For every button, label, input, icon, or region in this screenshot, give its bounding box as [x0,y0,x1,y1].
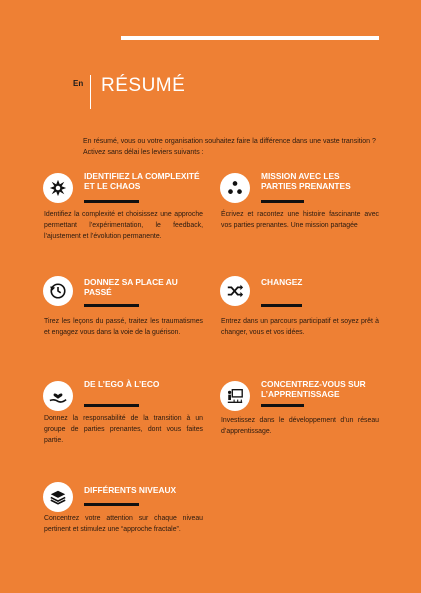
item-description: Donnez la responsabilité de la transition à un groupe de parties prenantes, dont vous faites partie. [44,415,203,444]
heading-underline [84,304,139,307]
presentation-icon [220,381,250,411]
item-heading: MISSION AVEC LES PARTIES PRENANTES [261,171,351,191]
page-title: RÉSUMÉ [101,75,186,96]
top-rule [121,36,379,40]
item-description: Entrez dans un parcours participatif et soyez prêt à changer, vous et vos idées. [221,318,379,336]
language-label: En [73,79,84,88]
heading-underline [84,200,139,203]
heading-underline [84,404,139,407]
title-divider [90,75,91,109]
heading-underline [261,404,304,407]
explosion-icon [43,173,73,203]
item-description: Écrivez et racontez une histoire fascinante avec vos parties prenantes. Une mission partagée [221,211,379,229]
heart-hand-icon [43,381,73,411]
stakeholders-icon [220,173,250,203]
item-heading: DIFFÉRENTS NIVEAUX [84,485,177,495]
heading-underline [261,200,304,203]
item-description: Tirez les leçons du passé, traitez les traumatismes et engagez vous dans la voie de la guérison. [44,318,203,336]
item-description: Concentrez votre attention sur chaque niveau pertinent et stimulez une “approche fractale”. [44,515,203,533]
clock-history-icon [43,276,73,306]
item-heading: DONNEZ SA PLACE AU PASSÉ [84,277,178,297]
item-heading: IDENTIFIEZ LA COMPLEXITÉ ET LE CHAOS [84,171,200,191]
item-description: Identifiez la complexité et choisissez une approche permettant l’expérimentation, le feedback, l’ajustement et l’évolution permanente. [44,211,203,240]
item-heading: CONCENTREZ-VOUS SUR L’APPRENTISSAGE [261,379,366,399]
item-heading: CHANGEZ [261,277,303,287]
heading-underline [261,304,302,307]
intro-paragraph: En résumé, vous ou votre organisation souhaitez faire la différence dans une vaste transition ? Activez sans délai les leviers suivants : [83,138,376,156]
heading-underline [84,503,139,506]
item-description: Investissez dans le développement d’un réseau d’apprentissage. [221,417,379,435]
layers-icon [43,482,73,512]
shuffle-icon [220,276,250,306]
item-heading: DE L’EGO À L’ECO [84,379,160,389]
